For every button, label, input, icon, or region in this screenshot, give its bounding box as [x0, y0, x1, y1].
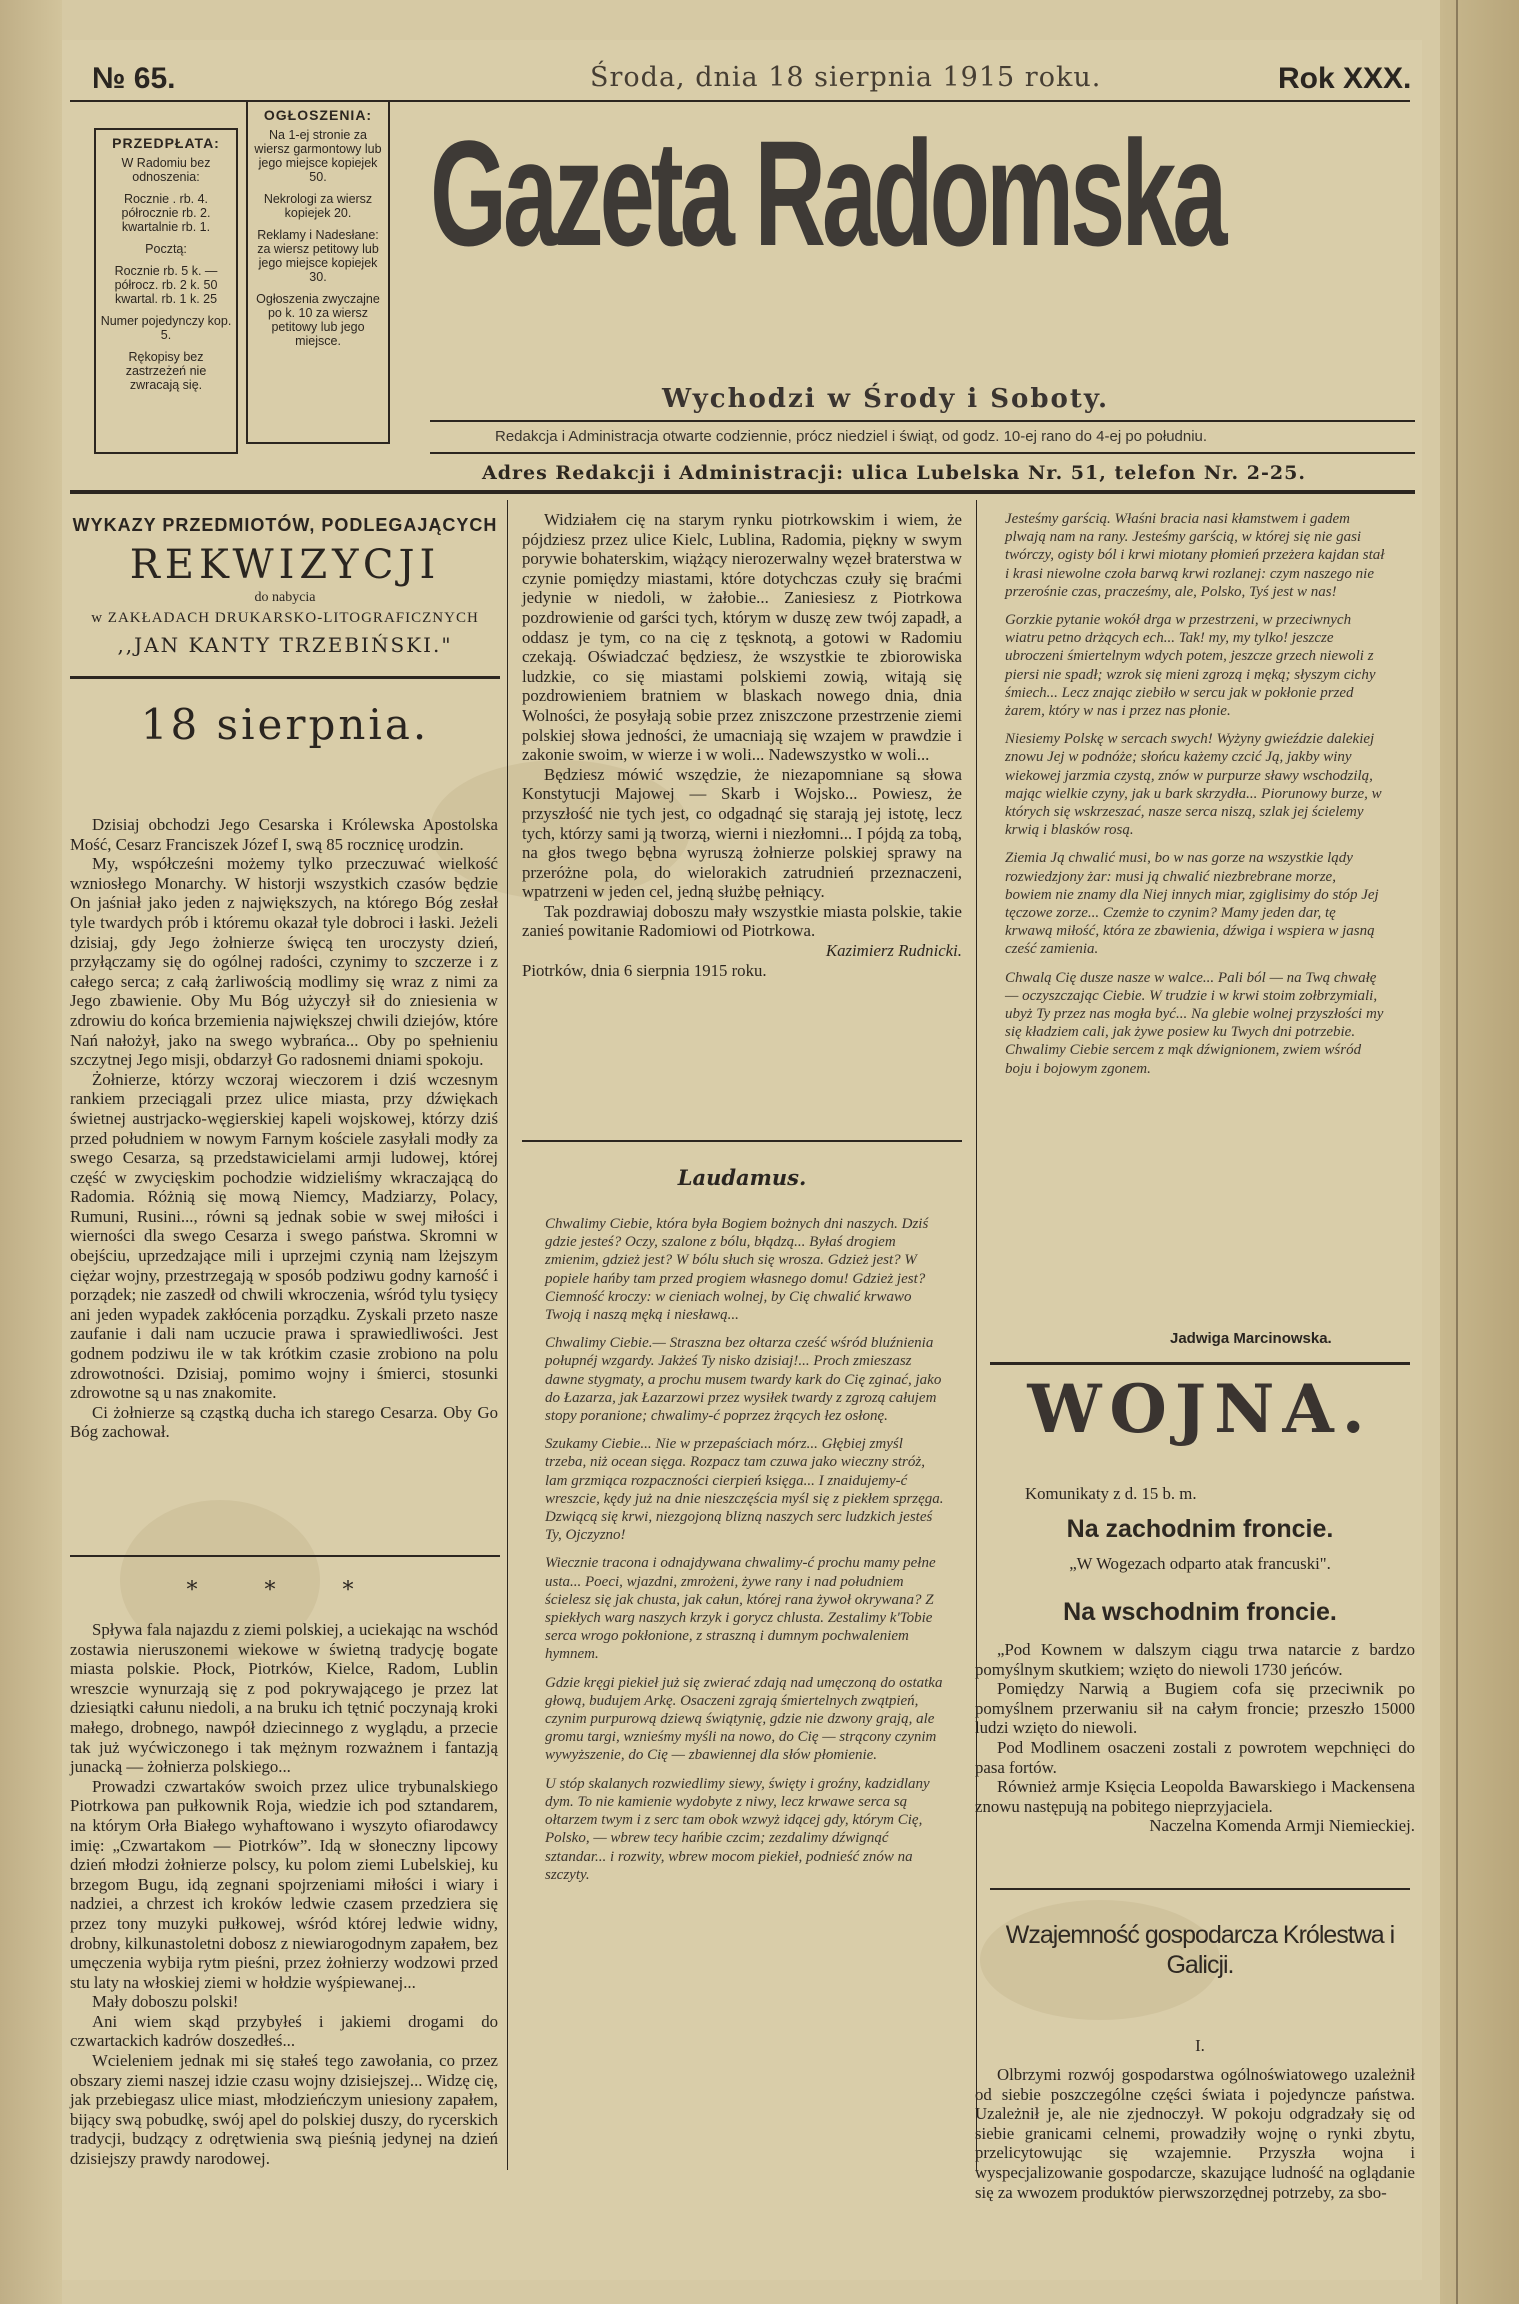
poem-title: Laudamus.	[677, 1165, 807, 1190]
article-paragraph: Spływa fala najazdu z ziemi polskiej, a uciekając na wschód zostawia nieruszonemi wiekowe w świetną tradycję bogate miasta polskie. Płock, Piotrków, Kielce, Radom, Lublin wreszcie wynurzają się z pod pokrywającego je przez lat dziesiątki całunu niedoli, a na bruku ich tętnić poczynają kroki małego, drobnego, nawpół dziecinnego z wyglądu, a przecie tak już wyćwiczonego i tak mężnym rozważnem i fantazją junacką — żołnierza polskiego...	[70, 1620, 498, 1777]
war-paragraph: Pod Modlinem osaczeni zostali z powrotem wepchnięci do pasa fortów.	[975, 1737, 1415, 1777]
article-paragraph: Będziesz mówić wszędzie, że niezapomniane są słowa Konstytucji Majowej — Skarb i Wojsko... Powiesz, że przyszłość nie tych jest, co odgadnąć się starają jej istotę, lecz tych, którzy sami ją tworzą, wierni i niezłomni... I pójdą za tobą, na głos twego bębna wyruszą żołnierze polskiej sprawy na przeróżne pola, do wielorakich zatrudnień przeznaczeni, wpatrzeni w jeden cel, jedną służbę pełniący.	[522, 764, 962, 902]
war-heading: WOJNA.	[1027, 1370, 1373, 1448]
advert-line-1: WYKAZY PRZEDMIOTÓW, PODLEGAJĄCYCH	[72, 515, 498, 535]
article-author: Kazimierz Rudnicki.	[825, 941, 962, 961]
poem-laudamus	[545, 1215, 945, 2165]
poem-stanza: Gorzkie pytanie wokół drga w przestrzeni, w przeciwnych wiatru petno drżących ech... Tak! my, my tylko! jeszcze ubroczeni śmiertelnym wdych potem, jeszcze grzech niewoli z piersi nie spadł; wzrok się mieni zgrozą i męką; słyszym cichy śmiech... Lecz znając ziebiło w sercu jak w pokłonie przed żarem, który w nas i przez nas płonie.	[1005, 612, 1376, 720]
newspaper-subtitle: Wychodzi w Środy i Soboty.	[662, 384, 1110, 414]
masthead-bottom-rule	[70, 490, 1415, 494]
poem-stanza: Ziemia Ją chwalić musi, bo w nas gorze na wszystkie lądy rozwiedzjony żar: musi ją chwalić niezbrebrane morze, bowiem nie znamy dla Niej innych miar, zgiglisimy do stóp Jej tęczowe zorze... Czemże to czynim? Mamy jeden dar, tę krwawą miłość, która ze zbawienia, dźwiga i wspiera w jasną cześć zamienia.	[1005, 850, 1379, 958]
economy-paragraph: Olbrzymi rozwój gospodarstwa ogólnoświatowego uzależnił od siebie poszczególne części świata i pojedyncze państwa. Uzależnił je, ale nie zjednoczył. W pokoju odgradzały się od siebie granicami celnemi, prowadziły wojnę o rynki zbytu, przelicytowując się wzajemnie. Przyszła wojna i wyspecjalizowanie gospodarcze, skazujące ludność na oglądanie się za wwozem produktów pierwszorzędnej potrzeby, za sbo-	[975, 2065, 1415, 2202]
advert-line-3: do nabycia	[254, 590, 316, 605]
advert-line-2: REKWIZYCJI	[129, 542, 441, 588]
article-doboszu-continued	[522, 510, 962, 1070]
poem-stanza: Chwalą Cię dusze nasze w walce... Pali ból — na Twą chwałę — oczyszczając Ciebie. W trudzie i w krwi stoim zołbrzymiali, ubyż Ty przez nas mogła być... Na glebie wolnej przyszłości my się kładziem cali, jak żywe posiew ku Twych dni potrzebie. Chwalimy Ciebie sercem z mąk dźwignionem, zwiem wśród boju i bojowym zgonem.	[1005, 969, 1384, 1077]
article-paragraph: Widziałem cię na starym rynku piotrkowskim i wiem, że pójdziesz przez ulice Kielc, Lublina, Radomia, piękny w swym porywie bohaterskim, wiążący nierozerwalny węzeł braterstwa w czynie pomiędzy miastami, które dotychczas czuły się braćmi jedynie w niedoli, w żałobie... Zaniesiesz z Piotrkowa pozdrowienie od garści tych, którym w duszę zew twój zapadł, a oddasz je tym, co na cię z tęsknotą, a gotowi w Radomiu czekają. Oświadczać będziesz, że wszystkie te zbiorowiska ludzkie, co się miastami polskiemi zowią, witają się pozdrowieniem bratniem w blaskach nowego dnia, dnia Wolności, że posyłają sobie przez zniszczone przestrzenie ziemi polskiej słowa jedności, że umacniają się wzajem w prawdzie i zakonie swoim, w wierze i w woli... Nadewszystko w woli...	[522, 510, 962, 765]
war-top-rule	[990, 1362, 1410, 1365]
economy-article	[975, 2065, 1415, 2202]
article-paragraph: Tak pozdrawiaj doboszu mały wszystkie miasta polskie, takie zanieś powitanie Radomiowi od Piotrkowa.	[522, 901, 962, 941]
requisition-advert	[70, 515, 500, 657]
economy-section-number: I.	[1195, 2036, 1205, 2055]
east-front-heading: Na wschodnim froncie.	[1063, 1598, 1337, 1626]
subscription-radom-rates: Rocznie . rb. 4. półrocznie rb. 2. kwartalnie rb. 1.	[121, 192, 211, 234]
title-rule	[430, 420, 1415, 422]
issue-date: Środa, dnia 18 sierpnia 1915 roku.	[590, 62, 1102, 93]
ads-front-page: Na 1-ej stronie za wiersz garmontowy lub jego miejsce kopiejek 50.	[254, 128, 382, 184]
binding-line	[1456, 0, 1458, 2304]
article-place-date: Piotrków, dnia 6 sierpnia 1915 roku.	[522, 960, 767, 980]
poem-stanza: Chwalimy Ciebie, która była Bogiem bożnych dni naszych. Dziś gdzie jesteś? Oczy, szalone z bólu, błądzą... Byłaś drogiem zmienim, gdzież jest? W bólu słuch się wrosza. Gdzież jest? W popiele hańby tam przed progiem własnego domu! Gdzież jest? Ciemność kroczy: w cieniach wolnej, by Cię chwalić krwawo Twoją i naszą męką i niesławą...	[545, 1216, 929, 1324]
article-separator-rule	[70, 1555, 500, 1557]
article-paragraph: Wcieleniem jednak mi się stałeś tego zawołania, co przez obszary ziemi naszej idzie czasu wojny dzisiejszej... Widzę cię, jak przebiegasz ulice miast, młodzieńczym uniesiony zapałem, bijący swą pobudkę, swój apel do polskiej duszy, do rycerskich tradycji, budzący z odrętwienia swą pieśnią jedynej na dzień dzisiejszy prawdy narodowej.	[70, 2051, 498, 2169]
poem-stanza: Gdzie kręgi piekieł już się zwierać zdają nad umęczoną do ostatka głową, budujem Arkę. Osaczeni zgrają śmiertelnych zwątpień, czynim purpurową dziewą świątynię, gdzie nie dzwony grają, ale gromu targi, wznieśmy myśli na nowo, do Cię — strącony czynim wywyższenie, do Cię — zbawiennej dla słów płomienie.	[545, 1674, 943, 1764]
advert-bottom-rule	[70, 676, 500, 679]
ads-ordinary: Ogłoszenia zwyczajne po k. 10 za wiersz petitowy lub jego miejsce.	[256, 292, 380, 348]
west-front-text: „W Wogezach odparto atak francuski".	[1069, 1554, 1331, 1573]
article-paragraph: Ani wiem skąd przybyłeś i jakiemi drogami do czwartackich kadrów doszedłeś...	[70, 2011, 498, 2051]
poem-stanza: Szukamy Ciebie... Nie w przepaściach mórz... Głębiej zmyśl trzeba, niż ocean sięga. Rozpacz tam czuwa jako wieczny stróż, lam grzmiąca rozpaczności cierpień księga... I znaidujemy-ć wreszcie, kędy już na dnie nieszczęścia myśl się z piekłem sprzęga. Dzwiącą się krwi, niezgojoną blizną naszych serc ludzkich jesteś Ty, Ojczyzno!	[545, 1436, 944, 1544]
article-paragraph: Dzisiaj obchodzi Jego Cesarska i Królewska Apostolska Mość, Cesarz Franciszek Józef I, swą 85 rocznicę urodzin.	[70, 815, 498, 854]
ads-price-box	[246, 100, 390, 444]
economy-top-rule	[990, 1888, 1410, 1890]
office-address: Adres Redakcji i Administracji: ulica Lubelska Nr. 51, telefon Nr. 2-25.	[482, 462, 1306, 484]
war-paragraph: Również armje Księcia Leopolda Bawarskiego i Mackensena znowu następują na pobitego nieprzyjaciela.	[975, 1777, 1415, 1816]
war-signature: Naczelna Komenda Armji Niemieckiej.	[1149, 1816, 1415, 1836]
office-rule	[430, 452, 1415, 454]
poem-stanza: U stóp skalanych rozwiedlimy siewy, święty i groźny, kadzidlany dym. To nie kamienie wydobyte z niwy, lecz krwawe serca są ołtarzem twym i z serc tam obok wzwyż idącej gdy, którym Cię, Polsko, — wbrew tecy hańbie czcim; zezdalimy dźwignąć sztandar... i rozwity, wbrew mocom piekieł, podnieść znów na szczyty.	[545, 1775, 930, 1883]
ads-title: OGŁOSZENIA:	[263, 107, 373, 123]
advert-line-4: w ZAKŁADACH DRUKARSKO-LITOGRAFICZNYCH	[91, 610, 479, 626]
subscription-box	[94, 128, 238, 454]
asterism: * * *	[186, 1578, 384, 1603]
subscription-post-rates: Rocznie rb. 5 k. — półrocz. rb. 2 k. 50 kwartal. rb. 1 k. 25	[114, 264, 218, 306]
war-paragraph: Pomiędzy Narwią a Bugiem cofa się przeciwnik po pomyślnem przerwaniu sił na całym froncie; przeszło 15000 ludzi wzięto do niewoli.	[975, 1679, 1415, 1738]
advert-line-5: ,,JAN KANTY TRZEBIŃSKI."	[117, 633, 453, 657]
article-heading: 18 sierpnia.	[140, 700, 430, 749]
poem-stanza: Chwalimy Ciebie.— Straszna bez ołtarza cześć wśród bluźnienia połupnéj wzgardy. Jakżeś Ty nisko dzisiaj!... Proch zmieszasz dawne stygmaty, a prochu musem twardy kark do Cię zginać, jako do Łazarza, jak Łazarzowi przez wysiłek twardy z zgrozą całujem stopy poranione; chwalimy-ć poprzez żrących łez osłonę.	[545, 1335, 942, 1425]
page-edge-right	[1440, 0, 1519, 2304]
issue-year: Rok XXX.	[1278, 62, 1412, 95]
article-paragraph: My, współcześni możemy tylko przeczuwać wielkość wzniosłego Monarchy. W historji wszystkich czasów będzie On jaśniał jako jeden z największych, na którego Bóg zesłał tyle twardych prób i któremu okazał tyle dobroci i łaski. Jeżeli dzisiaj, gdy Jego żołnierze święcą ten uroczysty dzień, przyłączamy się do ogólnej radości, czynimy to szczerze i z całego serca; z całą żarliwością modlimy się wraz z nimi za Jego zbawienie. Oby Mu Bóg użyczył sił do zniesienia w zdrowiu do końca brzemienia największej chwili dziejów, które Nań nałożył, jako na swego wybrańca... Oby po spełnieniu szczytnej Jego misji, obdarzył Go radosnemi dniami spokoju.	[70, 854, 498, 1070]
column-rule-2	[976, 500, 977, 2170]
subscription-manuscripts: Rękopisy bez zastrzeżeń nie zwracają się.	[125, 350, 207, 392]
east-front-text	[975, 1640, 1415, 1836]
page-edge-left	[0, 0, 62, 2304]
poem-stanza: Jesteśmy garścią. Właśni bracia nasi kłamstwem i gadem plwają nam na rany. Jesteśmy garścią, w której się nie gasi twórczy, ogisty ból i krwi miotany płomień przeżera kajdan stał i krasi niewolne czoła barwą krwi rozlanej: czym naszego nie przerośnie czas, pracześmy, ale, Polsko, Tyś jest w nas!	[1005, 511, 1385, 600]
column-rule-1	[507, 500, 508, 2170]
poem-stanza: Niesiemy Polskę w sercach swych! Wyżyny gwieździe dalekiej znowu Jej w podnóże; słońcu każemy czcić Ją, jakby winy wiekowej jarzmia czystą, znów w purpurze sławy wschodzilą, mając wielkie czyny, jak u bark skrzydła... Piorunowy burze, w których się wskrzeszać, nasze serca niszą, szlak jej ścielemy krwią i blasków rosą.	[1005, 731, 1382, 839]
poem-author: Jadwiga Marcinowska.	[1170, 1330, 1332, 1347]
war-paragraph: „Pod Kownem w dalszym ciągu trwa natarcie z bardzo pomyślnym skutkiem; wzięto do niewoli 1730 jeńców.	[975, 1640, 1415, 1679]
article-paragraph: Prowadzi czwartaków swoich przez ulice trybunalskiego Piotrkowa pan pułkownik Roja, wiedzie ich pod sztandarem, na którym Orła Białego wyhaftowano i wyszyto ofiarodawcy imię: „Czwartakom — Piotrków”. Idą w słoneczny lipcowy dzień młodzi żołnierze polscy, ku polom ziemi Lubelskiej, ku brzegom Bugu, idą zegnani spojrzeniami miłości i wiary i nadziei, a chrzest ich kroków ledwie czasem przedziera się przez tony muzyki pułkowej, wśród której ledwie widny, drobny, kilkunastoletni dobosz z niewiarogodnym zapałem, bez umęczenia wybija rytm pieśni, przez żołnierzy wodzowi przed stu laty na włoskiej ziemi w hołdzie wyśpiewanej...	[70, 1776, 498, 1992]
ads-notices: Reklamy i Nadesłane: za wiersz petitowy lub jego miejsce kopiejek 30.	[257, 228, 379, 284]
article-paragraph: Mały doboszu polski!	[92, 1992, 239, 2012]
west-front-heading: Na zachodnim froncie.	[1066, 1515, 1334, 1543]
office-hours: Redakcja i Administracja otwarte codziennie, prócz niedziel i świąt, od godz. 10-ej rano do 4-ej po południu.	[495, 428, 1208, 445]
article-doboszu	[70, 1620, 498, 2170]
poem-rule	[522, 1140, 962, 1142]
economy-heading: Wzajemność gospodarcza Królestwa i Galicji.	[1005, 1921, 1395, 1979]
subscription-single-copy: Numer pojedynczy kop. 5.	[100, 314, 232, 342]
article-18-sierpnia	[70, 815, 498, 1535]
issue-number: № 65.	[92, 62, 176, 95]
newspaper-title: Gazeta Radomska	[430, 109, 1224, 277]
poem-stanza: Wiecznie tracona i odnajdywana chwalimy-ć prochu mamy pełne usta... Poeci, wjazdni, zmrożeni, żywe rany i nad południem ścielesz się jak chusta, jak całun, której rana żywoł okrywana? Z spiekłych warg naszych krzyk i gorycz chlusta. Zestalimy k'Tobie serca wrogo pokłonione, z straszną i dumnym pochwaleniem hymnem.	[545, 1555, 936, 1663]
ads-obituaries: Nekrologi za wiersz kopiejek 20.	[263, 192, 373, 220]
subscription-title: PRZEDPŁATA:	[112, 135, 220, 151]
article-paragraph: Ci żołnierze są cząstką ducha ich starego Cesarza. Oby Go Bóg zachował.	[70, 1402, 498, 1442]
subscription-post-label: Pocztą:	[145, 242, 187, 256]
subscription-radom-label: W Radomiu bez odnoszenia:	[121, 156, 211, 184]
war-communique: Komunikaty z d. 15 b. m.	[1025, 1484, 1197, 1503]
poem-continued	[1005, 510, 1385, 1320]
article-paragraph: Żołnierze, którzy wczoraj wieczorem i dziś wczesnym rankiem przeciągali przez ulice miasta, przy dźwiękach świetnej austrjacko-węgierskiej kapeli wojskowej, którzy dziś przed południem w nowym Farnym kościele zasyłali modły za swego Cesarza, są przedstawicielami armji ludowej, której część w zwycięskim pochodzie widzieliśmy wkraczającą do Radomia. Różnią się mową Niemcy, Madziarzy, Polacy, Rumuni, Rusini..., równi są jednak sobie w swej miłości i wierności dla swego Cesarza i swego państwa. Skromni w obejściu, uprzedzające mili i uprzejmi czynią nam lżejszym ciężar wojny, przestrzegają w sposób podziwu godny karność i porządek; nie zaszedł od chwili wkroczenia, wśród tylu tysięcy ani jeden wypadek zakłócenia porządku. Zyskali przeto nasze zaufanie i dali nam uczucie prawa i sprawiedliwości. Jest godnem podziwu ile w tak krótkim czasie zrobiono na polu zdrowotności. Dzisiaj, pomimo wojny i śmierci, stosunki zdrowotne są u nas znakomite.	[70, 1069, 498, 1403]
